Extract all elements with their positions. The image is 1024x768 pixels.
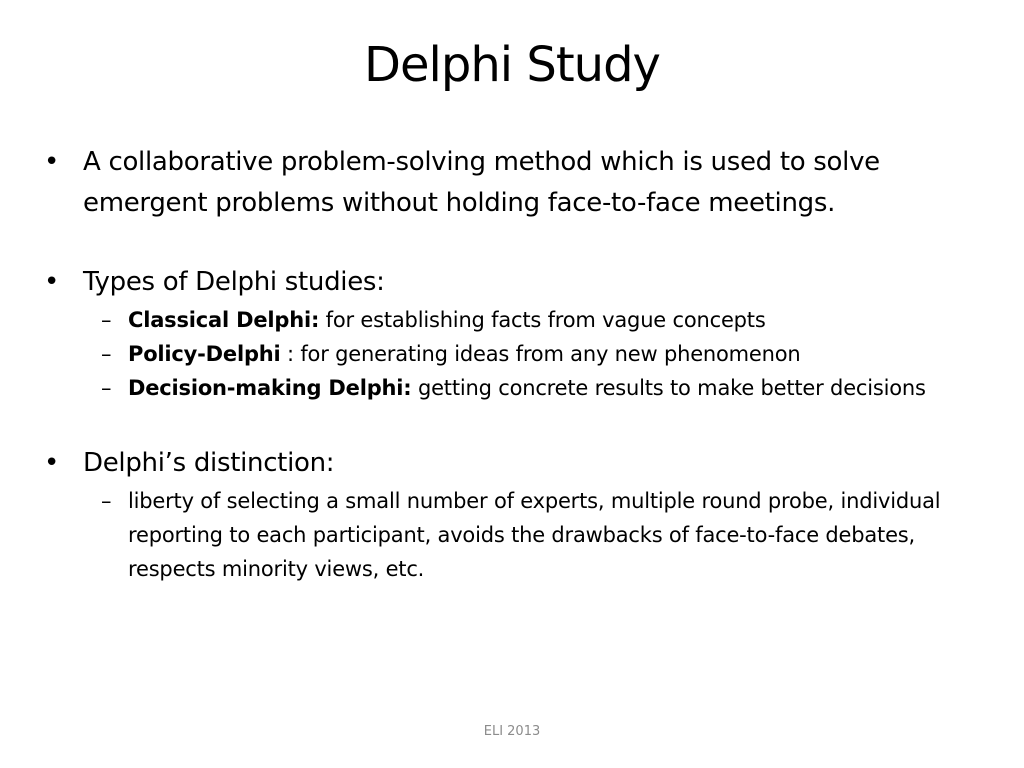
bullet-marker: • xyxy=(44,267,60,297)
bullet-text: A collaborative problem-solving method which is used to solve emergent problems without holding face-to-face meetings. xyxy=(83,147,880,218)
subitem-decision-making-delphi xyxy=(101,371,994,405)
subitem-marker: – xyxy=(101,308,112,332)
subitem-marker: – xyxy=(101,489,112,513)
subitem-text: : for generating ideas from any new phenomenon xyxy=(280,342,801,366)
subitem-distinction-details xyxy=(101,484,966,586)
bullet-item-distinction xyxy=(44,443,994,484)
bullet-marker: • xyxy=(44,448,60,478)
bullet-spacer xyxy=(44,405,994,443)
bullet-marker: • xyxy=(44,147,60,177)
subitem-policy-delphi xyxy=(101,337,994,371)
subitem-text: getting concrete results to make better decisions xyxy=(411,376,926,400)
bullet-spacer xyxy=(44,224,994,262)
subitem-text: liberty of selecting a small number of experts, multiple round probe, individual reporting to each participant, avoids the drawbacks of face-to-face debates, respects minority views, etc. xyxy=(128,489,941,581)
slide-footer: ELI 2013 xyxy=(483,724,541,739)
slide-content xyxy=(44,142,994,586)
bullet-text: Types of Delphi studies: xyxy=(83,267,385,297)
subitem-classical-delphi xyxy=(101,303,994,337)
subitem-text: for establishing facts from vague concepts xyxy=(319,308,766,332)
bullet-item-definition xyxy=(44,142,994,224)
slide-title: Delphi Study xyxy=(364,37,660,93)
subitem-term: Policy-Delphi xyxy=(128,342,281,366)
subitem-term: Classical Delphi: xyxy=(128,308,320,332)
subitem-marker: – xyxy=(101,376,112,400)
subitem-term: Decision-making Delphi: xyxy=(128,376,412,400)
subitem-marker: – xyxy=(101,342,112,366)
bullet-item-types xyxy=(44,262,994,303)
bullet-text: Delphi’s distinction: xyxy=(83,448,335,478)
